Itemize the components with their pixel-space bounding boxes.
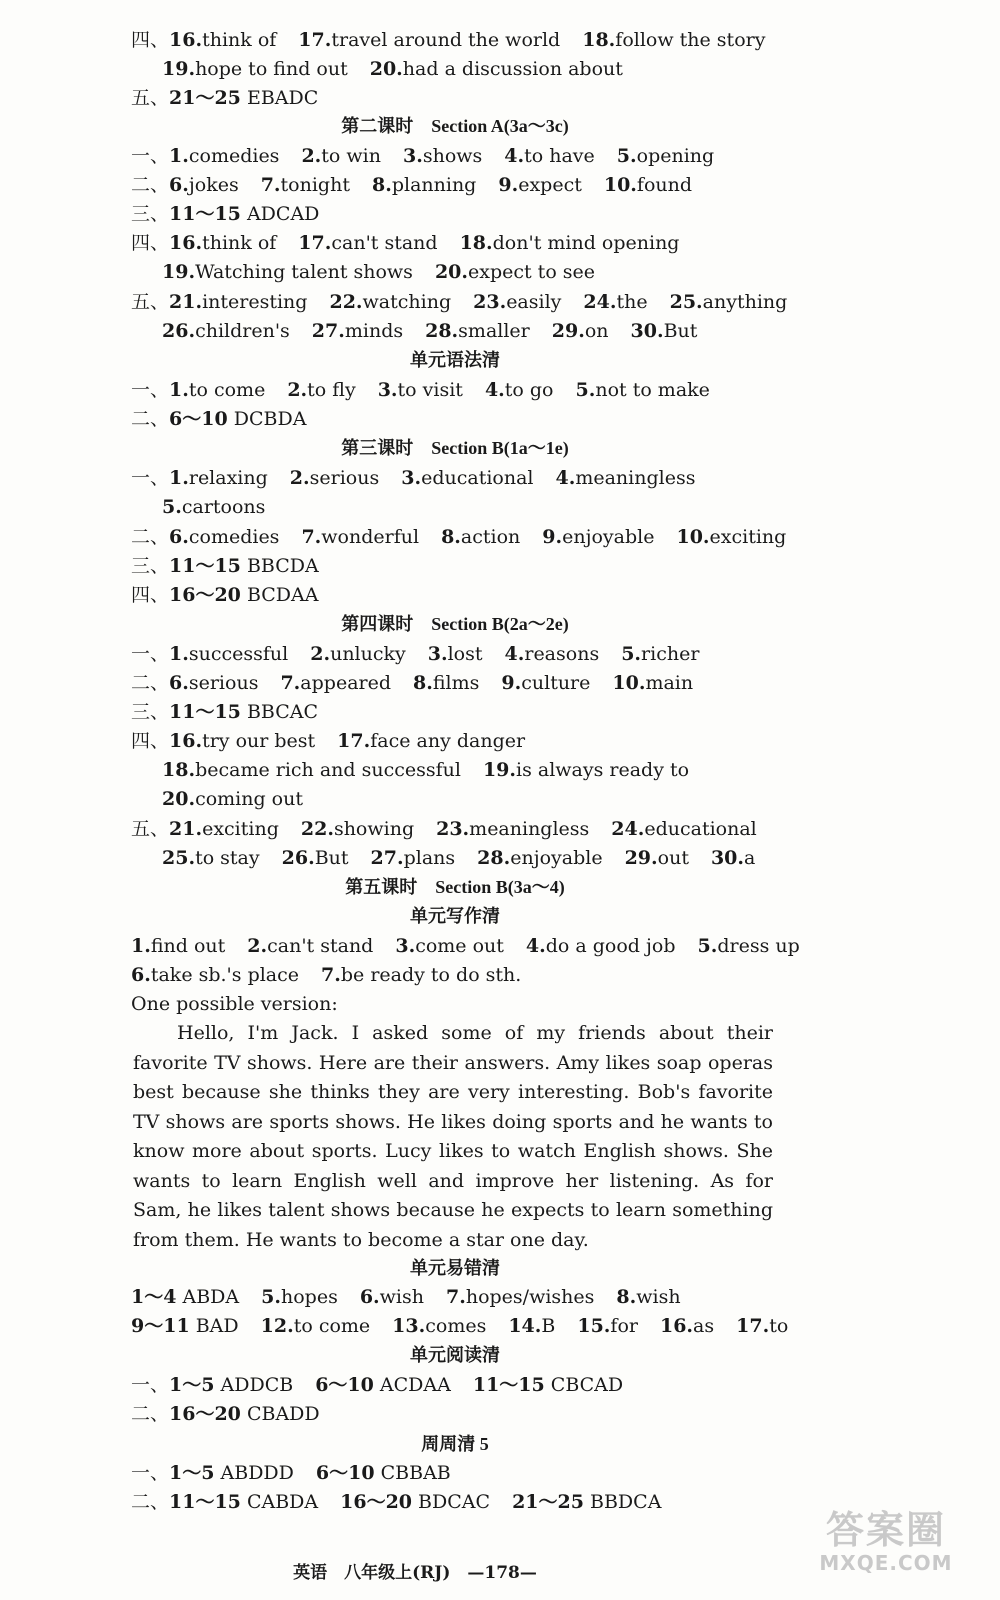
item-answer: educational <box>644 818 757 840</box>
item-range: 11～15 <box>169 701 241 723</box>
item-number: 2. <box>301 145 322 167</box>
item-answer: on <box>584 320 609 342</box>
answer-line <box>131 553 319 579</box>
item-answer: can't stand <box>267 935 374 957</box>
item-answer: educational <box>421 467 534 489</box>
item-number: 5. <box>162 496 182 518</box>
item-number: 29. <box>624 847 658 869</box>
item-number: 19. <box>162 261 196 283</box>
answer-line <box>131 377 710 403</box>
item-number: 3. <box>395 935 416 957</box>
item-number: 3. <box>401 467 422 489</box>
item-number: 15. <box>577 1315 611 1337</box>
answer-line <box>162 259 595 285</box>
item-number: 16. <box>169 730 203 752</box>
part-label: 四、 <box>131 232 170 254</box>
item-answer: to stay <box>195 847 260 869</box>
item-number: 30. <box>710 847 745 869</box>
item-answer: CBADD <box>240 1403 320 1425</box>
item-answer: shows <box>422 145 483 167</box>
item-number: 3. <box>402 145 423 167</box>
part-label: 五、 <box>131 818 170 840</box>
item-number: 5. <box>261 1286 281 1308</box>
item-answer: BBCAC <box>240 701 319 723</box>
item-answer: the <box>616 291 648 313</box>
item-answer: meaningless <box>469 818 590 840</box>
watermark-url: MXQE.COM <box>819 1551 953 1575</box>
section-heading: 单元阅读清 <box>410 1345 500 1365</box>
item-number: 27. <box>311 320 345 342</box>
item-range: 11～15 <box>169 555 241 577</box>
item-range: 16～20 <box>169 1403 241 1425</box>
answer-line <box>131 143 714 169</box>
item-answer: showing <box>333 818 415 840</box>
item-number: 4. <box>504 145 525 167</box>
item-answer: for <box>610 1315 638 1337</box>
item-number: 24. <box>611 818 645 840</box>
item-range: 6～10 <box>315 1462 375 1484</box>
section-heading: 单元写作清 <box>410 906 500 926</box>
item-number: 6. <box>131 964 151 986</box>
item-answer: films <box>432 672 480 694</box>
item-answer: exciting <box>202 818 279 840</box>
essay-label: One possible version: <box>131 993 338 1015</box>
item-answer: enjoyable <box>562 526 655 548</box>
watermark-logo <box>796 1508 976 1578</box>
item-number: 4. <box>555 467 576 489</box>
item-range: 6～10 <box>315 1374 374 1396</box>
answer-line <box>162 56 623 82</box>
item-range: 1～5 <box>169 1462 215 1484</box>
part-label: 一、 <box>131 467 170 489</box>
item-answer: hopes <box>280 1286 338 1308</box>
answer-line <box>131 962 521 988</box>
section-heading: 第二课时 Section A(3a～3c) <box>341 116 569 136</box>
item-answer: hope to find out <box>195 58 348 80</box>
item-answer: successful <box>188 643 289 665</box>
item-answer: BCDAA <box>240 584 319 606</box>
answer-line <box>131 699 318 725</box>
item-number: 2. <box>289 467 310 489</box>
item-answer: planning <box>391 174 477 196</box>
item-answer: BBCDA <box>240 555 319 577</box>
item-number: 9. <box>542 526 563 548</box>
item-number: 19. <box>162 58 196 80</box>
part-label: 二、 <box>131 672 170 694</box>
item-answer: CBBAB <box>374 1462 451 1484</box>
item-answer: wish <box>636 1286 681 1308</box>
answer-line <box>162 786 303 812</box>
item-number: 10. <box>612 672 646 694</box>
item-number: 8. <box>413 672 433 694</box>
item-number: 7. <box>301 526 322 548</box>
item-number: 5. <box>616 145 637 167</box>
item-number: 20. <box>434 261 468 283</box>
item-number: 8. <box>371 174 392 196</box>
item-answer: wonderful <box>321 526 420 548</box>
item-number: 18. <box>459 232 493 254</box>
part-label: 一、 <box>131 1374 170 1396</box>
item-answer: think of <box>202 232 277 254</box>
item-answer: not to make <box>595 379 710 401</box>
item-answer: found <box>636 174 693 196</box>
item-number: 5. <box>621 643 642 665</box>
item-range: 21～25 <box>512 1491 584 1513</box>
item-number: 23. <box>436 818 470 840</box>
answer-line <box>131 230 679 256</box>
item-number: 13. <box>392 1315 426 1337</box>
section-heading: 单元语法清 <box>410 350 500 370</box>
item-answer: expect <box>518 174 582 196</box>
item-answer: minds <box>344 320 404 342</box>
item-answer: ACDAA <box>373 1374 451 1396</box>
item-number: 7. <box>446 1286 466 1308</box>
item-range: 1～4 <box>131 1286 177 1308</box>
item-number: 3. <box>427 643 448 665</box>
item-number: 30. <box>630 320 664 342</box>
item-answer: to <box>769 1315 789 1337</box>
item-range: 11～15 <box>472 1374 545 1396</box>
answer-line <box>131 1401 320 1427</box>
item-number: 9. <box>501 672 522 694</box>
item-number: 17. <box>337 730 371 752</box>
part-label: 一、 <box>131 643 170 665</box>
item-answer: ADDCB <box>214 1374 294 1396</box>
item-answer: to go <box>504 379 554 401</box>
item-answer: reasons <box>524 643 600 665</box>
answer-line <box>131 27 765 53</box>
item-answer: became rich and successful <box>195 759 461 781</box>
item-number: 24. <box>583 291 617 313</box>
item-answer: do a good job <box>545 935 676 957</box>
item-range: 11～15 <box>169 1491 241 1513</box>
item-number: 6. <box>169 672 189 694</box>
item-answer: ABDDD <box>214 1462 294 1484</box>
item-answer: to visit <box>397 379 463 401</box>
answer-line <box>131 465 695 491</box>
item-number: 10. <box>676 526 710 548</box>
item-number: 29. <box>551 320 585 342</box>
item-answer: lost <box>447 643 483 665</box>
part-label: 五、 <box>131 291 170 313</box>
answer-line <box>162 494 265 520</box>
answer-line <box>131 1372 623 1398</box>
item-answer: interesting <box>202 291 308 313</box>
answer-line <box>131 1460 451 1486</box>
item-number: 22. <box>329 291 363 313</box>
item-answer: don't mind opening <box>492 232 680 254</box>
item-answer: follow the story <box>615 29 766 51</box>
item-answer: ADCAD <box>240 203 320 225</box>
item-answer: children's <box>195 320 290 342</box>
part-label: 二、 <box>131 1403 170 1425</box>
part-label: 一、 <box>131 379 170 401</box>
answer-line <box>131 670 693 696</box>
item-number: 5. <box>575 379 596 401</box>
item-answer: Watching talent shows <box>195 261 413 283</box>
answer-line <box>131 582 318 608</box>
item-number: 7. <box>260 174 281 196</box>
answer-line <box>131 1313 788 1339</box>
item-answer: relaxing <box>188 467 268 489</box>
page-footer: 英语 八年级上(RJ) —178— <box>293 1563 537 1583</box>
item-answer: main <box>645 672 694 694</box>
item-answer: smaller <box>458 320 530 342</box>
item-answer: to have <box>524 145 595 167</box>
item-number: 17. <box>298 232 332 254</box>
item-number: 7. <box>280 672 301 694</box>
item-answer: serious <box>309 467 380 489</box>
item-answer: ABDA <box>176 1286 240 1308</box>
item-answer: to come <box>293 1315 371 1337</box>
item-number: 25. <box>162 847 196 869</box>
item-answer: But <box>314 847 349 869</box>
item-answer: appeared <box>300 672 392 694</box>
part-label: 三、 <box>131 555 170 577</box>
item-number: 17. <box>298 29 332 51</box>
part-label: 二、 <box>131 174 170 196</box>
item-answer: CABDA <box>240 1491 319 1513</box>
item-number: 26. <box>281 847 315 869</box>
item-answer: hopes/wishes <box>465 1286 595 1308</box>
item-number: 1. <box>169 643 189 665</box>
item-answer: anything <box>702 291 788 313</box>
item-answer: find out <box>150 935 226 957</box>
item-number: 10. <box>603 174 637 196</box>
answer-line <box>131 1284 681 1310</box>
item-answer: richer <box>641 643 700 665</box>
item-answer: can't stand <box>331 232 438 254</box>
item-number: 3. <box>377 379 398 401</box>
item-range: 9～11 <box>131 1315 190 1337</box>
item-answer: CBCAD <box>544 1374 624 1396</box>
item-range: 21～25 <box>169 87 241 109</box>
item-answer: EBADC <box>240 87 319 109</box>
part-label: 四、 <box>131 584 170 606</box>
item-answer: dress up <box>717 935 800 957</box>
part-label: 二、 <box>131 408 170 430</box>
item-answer: comedies <box>188 526 280 548</box>
item-number: 25. <box>669 291 703 313</box>
answer-line <box>131 933 800 959</box>
item-number: 9. <box>498 174 519 196</box>
answer-line <box>131 85 318 111</box>
item-number: 22. <box>300 818 334 840</box>
answer-line <box>131 201 319 227</box>
item-answer: comedies <box>188 145 280 167</box>
item-answer: exciting <box>709 526 787 548</box>
item-number: 4. <box>484 379 505 401</box>
item-answer: try our best <box>202 730 316 752</box>
part-label: 二、 <box>131 526 170 548</box>
item-number: 1. <box>169 145 189 167</box>
item-number: 18. <box>162 759 196 781</box>
section-heading: 第五课时 Section B(3a～4) <box>345 877 565 897</box>
item-number: 12. <box>260 1315 294 1337</box>
item-number: 4. <box>525 935 546 957</box>
item-number: 23. <box>473 291 507 313</box>
item-number: 2. <box>287 379 308 401</box>
item-answer: But <box>663 320 698 342</box>
item-number: 8. <box>616 1286 637 1308</box>
item-number: 17. <box>736 1315 770 1337</box>
section-heading: 周周清 5 <box>421 1434 489 1454</box>
part-label: 三、 <box>131 203 170 225</box>
item-answer: coming out <box>195 788 303 810</box>
item-answer: expect to see <box>468 261 596 283</box>
item-number: 6. <box>169 526 189 548</box>
item-answer: B <box>541 1315 556 1337</box>
part-label: 四、 <box>131 29 170 51</box>
item-answer: wish <box>379 1286 424 1308</box>
item-number: 7. <box>321 964 341 986</box>
item-number: 6. <box>169 174 189 196</box>
item-number: 18. <box>582 29 616 51</box>
part-label: 一、 <box>131 1462 170 1484</box>
section-heading: 第三课时 Section B(1a～1e) <box>341 438 569 458</box>
answer-line <box>162 757 689 783</box>
item-number: 8. <box>441 526 461 548</box>
item-answer: BDCAC <box>412 1491 491 1513</box>
item-answer: be ready to do sth. <box>340 964 522 986</box>
section-heading: 单元易错清 <box>410 1258 500 1278</box>
item-number: 2. <box>247 935 268 957</box>
item-number: 14. <box>508 1315 542 1337</box>
item-answer: as <box>693 1315 715 1337</box>
item-number: 21. <box>169 818 203 840</box>
part-label: 四、 <box>131 730 170 752</box>
item-range: 16～20 <box>340 1491 413 1513</box>
item-answer: DCBDA <box>227 408 307 430</box>
item-range: 6～10 <box>169 408 228 430</box>
item-answer: out <box>657 847 689 869</box>
item-number: 16. <box>169 232 203 254</box>
answer-line <box>131 172 692 198</box>
item-number: 1. <box>169 379 189 401</box>
item-number: 28. <box>425 320 459 342</box>
item-answer: BBDCA <box>583 1491 662 1513</box>
item-answer: watching <box>362 291 452 313</box>
sample-essay: Hello, I'm Jack. I asked some of my friends about their favorite TV shows. Here are their answers. Amy likes soap operas best because she thinks they are very interesting. Bob's favorite TV shows are sports shows. He likes doing sports and he wants to know more about sports. Lucy likes to watch English shows. She wants to learn English well and improve her listening. As for Sam, he likes talent shows because he expects to learn something from them. He wants to become a star one day. <box>133 1022 773 1251</box>
item-number: 1. <box>169 467 189 489</box>
item-answer: think of <box>202 29 277 51</box>
item-answer: travel around the world <box>331 29 561 51</box>
item-answer: unlucky <box>330 643 406 665</box>
item-answer: had a discussion about <box>402 58 623 80</box>
item-number: 16. <box>659 1315 694 1337</box>
watermark-text: 答案圈 <box>825 1508 946 1552</box>
item-number: 6. <box>359 1286 380 1308</box>
item-answer: to win <box>321 145 381 167</box>
item-answer: a <box>744 847 756 869</box>
answer-line <box>131 406 306 432</box>
answer-line <box>162 845 755 871</box>
item-answer: to fly <box>307 379 356 401</box>
section-heading: 第四课时 Section B(2a～2e) <box>341 614 569 634</box>
item-number: 2. <box>310 643 331 665</box>
item-answer: BAD <box>189 1315 239 1337</box>
item-range: 16～20 <box>169 584 241 606</box>
item-range: 1～5 <box>169 1374 215 1396</box>
part-label: 三、 <box>131 701 170 723</box>
answer-line <box>131 1489 661 1515</box>
item-answer: face any danger <box>370 730 526 752</box>
item-number: 20. <box>162 788 196 810</box>
item-number: 19. <box>482 759 517 781</box>
item-range: 11～15 <box>169 203 241 225</box>
item-answer: come out <box>415 935 504 957</box>
item-number: 20. <box>369 58 403 80</box>
item-answer: meaningless <box>575 467 696 489</box>
item-answer: tonight <box>280 174 350 196</box>
answer-line <box>162 318 697 344</box>
item-answer: is always ready to <box>516 759 690 781</box>
item-answer: plans <box>403 847 456 869</box>
part-label: 二、 <box>131 1491 170 1513</box>
answer-line <box>131 524 786 550</box>
item-number: 26. <box>162 320 196 342</box>
part-label: 一、 <box>131 145 170 167</box>
item-number: 21. <box>169 291 203 313</box>
item-number: 28. <box>477 847 511 869</box>
item-answer: action <box>460 526 521 548</box>
item-answer: jokes <box>188 174 239 196</box>
answer-line <box>131 641 699 667</box>
part-label: 五、 <box>131 87 170 109</box>
item-number: 4. <box>504 643 525 665</box>
answer-line <box>131 728 525 754</box>
answer-line <box>131 289 787 315</box>
answer-line <box>131 816 757 842</box>
item-answer: enjoyable <box>510 847 603 869</box>
item-answer: cartoons <box>181 496 266 518</box>
item-number: 16. <box>169 29 203 51</box>
item-answer: take sb.'s place <box>150 964 300 986</box>
item-answer: serious <box>188 672 259 694</box>
item-answer: easily <box>506 291 562 313</box>
item-answer: comes <box>425 1315 487 1337</box>
item-number: 1. <box>131 935 151 957</box>
item-answer: to come <box>188 379 266 401</box>
item-answer: opening <box>636 145 715 167</box>
item-answer: culture <box>521 672 591 694</box>
item-number: 5. <box>697 935 718 957</box>
item-number: 27. <box>370 847 404 869</box>
